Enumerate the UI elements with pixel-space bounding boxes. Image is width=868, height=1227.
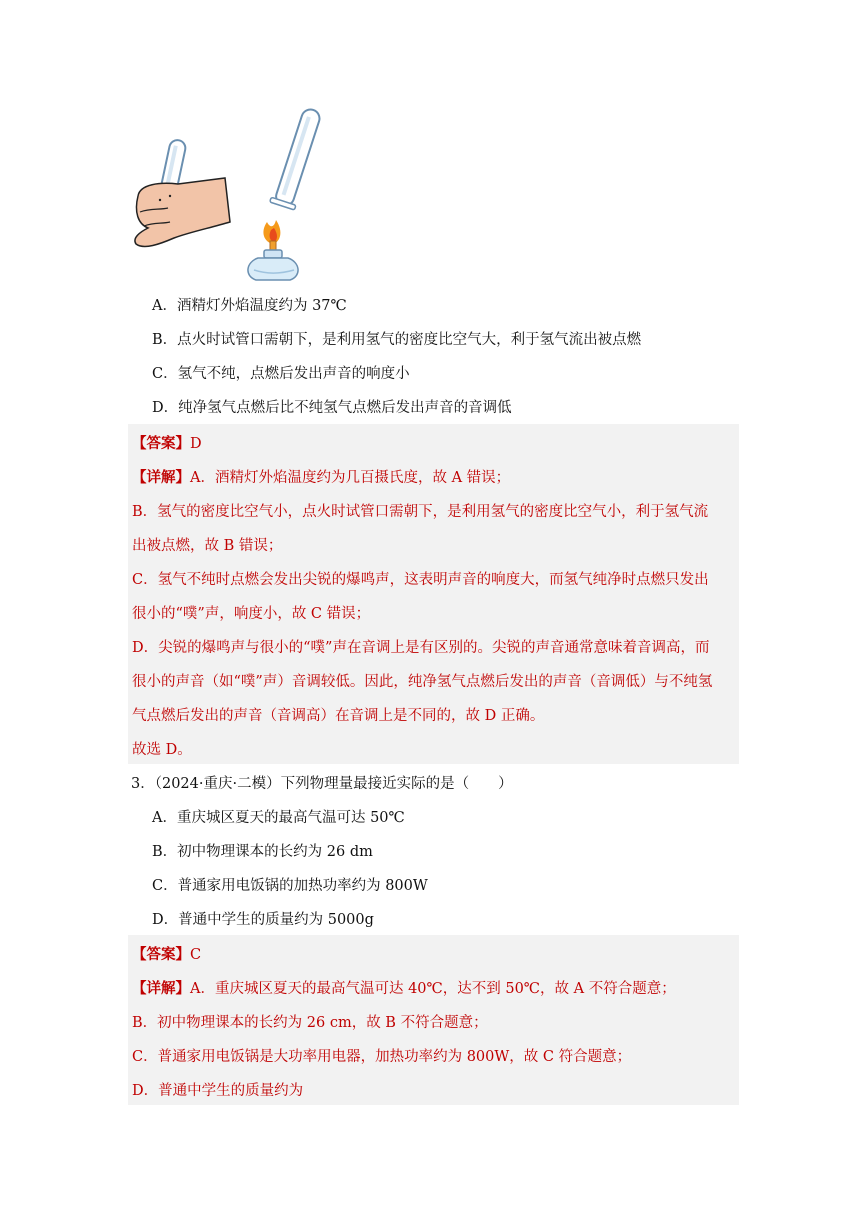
q3-detail-line: D．普通中学生的质量约为 (132, 1083, 304, 1099)
q2-detail-line: D．尖锐的爆鸣声与很小的“噗”声在音调上是有区别的。尖锐的声音通常意味着音调高，而 (132, 640, 710, 656)
q2-detail-line: 很小的“噗”声，响度小，故 C 错误； (132, 606, 371, 622)
q3-detail-line: B．初中物理课本的长约为 26 cm，故 B 不符合题意； (132, 1015, 488, 1031)
q2-detail-line: 气点燃后发出的声音（音调高）在音调上是不同的，故 D 正确。 (132, 708, 545, 724)
q2-option-b: B．点火时试管口需朝下，是利用氢气的密度比空气大，利于氢气流出被点燃 (152, 332, 642, 348)
detail-text: A．酒精灯外焰温度约为几百摄氏度，故 A 错误； (190, 470, 511, 486)
test-tube-icon (270, 106, 326, 210)
q3-option-a: A．重庆城区夏天的最高气温可达 50℃ (152, 810, 405, 826)
q3-option-d: D．普通中学生的质量约为 5000g (152, 912, 374, 928)
q3-answer (132, 943, 201, 964)
q2-detail-line: 出被点燃，故 B 错误； (132, 538, 283, 554)
q2-detail-line: B．氢气的密度比空气小，点火时试管口需朝下，是利用氢气的密度比空气小，利于氢气流 (132, 504, 709, 520)
q3-option-c: C．普通家用电饭锅的加热功率约为 800W (152, 878, 428, 894)
q3-answer-block (128, 935, 739, 1105)
q2-answer (132, 432, 202, 453)
q3-option-b: B．初中物理课本的长约为 26 dm (152, 844, 373, 860)
detail-text: A．重庆城区夏天的最高气温可达 40℃，达不到 50℃，故 A 不符合题意； (190, 981, 676, 997)
alcohol-lamp-icon (248, 220, 298, 280)
hand-holding-test-tube-icon (130, 104, 340, 286)
q2-answer-block (128, 424, 739, 764)
q2-detail-line: 很小的声音（如“噗”声）音调较低。因此，纯净氢气点燃后发出的声音（音调低）与不纯氢 (132, 674, 713, 690)
detail-tag: 【详解】 (132, 980, 190, 997)
q2-detail-line: C．氢气不纯时点燃会发出尖锐的爆鸣声，这表明声音的响度大，而氢气纯净时点燃只发出 (132, 572, 709, 588)
q3-detail-line: C．普通家用电饭锅是大功率用电器，加热功率约为 800W，故 C 符合题意； (132, 1049, 632, 1065)
q2-option-a: A．酒精灯外焰温度约为 37℃ (152, 298, 347, 314)
q2-detail-line (132, 466, 510, 487)
q3-detail-line (132, 977, 676, 998)
q2-option-d: D．纯净氢气点燃后比不纯氢气点燃后发出声音的音调低 (152, 400, 512, 416)
q3-stem: 3．（2024·重庆·二模）下列物理量最接近实际的是（ ） (131, 776, 513, 792)
answer-tag: 【答案】 (132, 946, 190, 963)
q2-option-c: C．氢气不纯，点燃后发出声音的响度小 (152, 366, 410, 382)
answer-value: D (190, 436, 202, 452)
detail-tag: 【详解】 (132, 469, 190, 486)
experiment-figure (130, 104, 340, 286)
q2-conclusion: 故选 D。 (132, 742, 192, 758)
answer-tag: 【答案】 (132, 435, 190, 452)
answer-value: C (190, 947, 202, 963)
